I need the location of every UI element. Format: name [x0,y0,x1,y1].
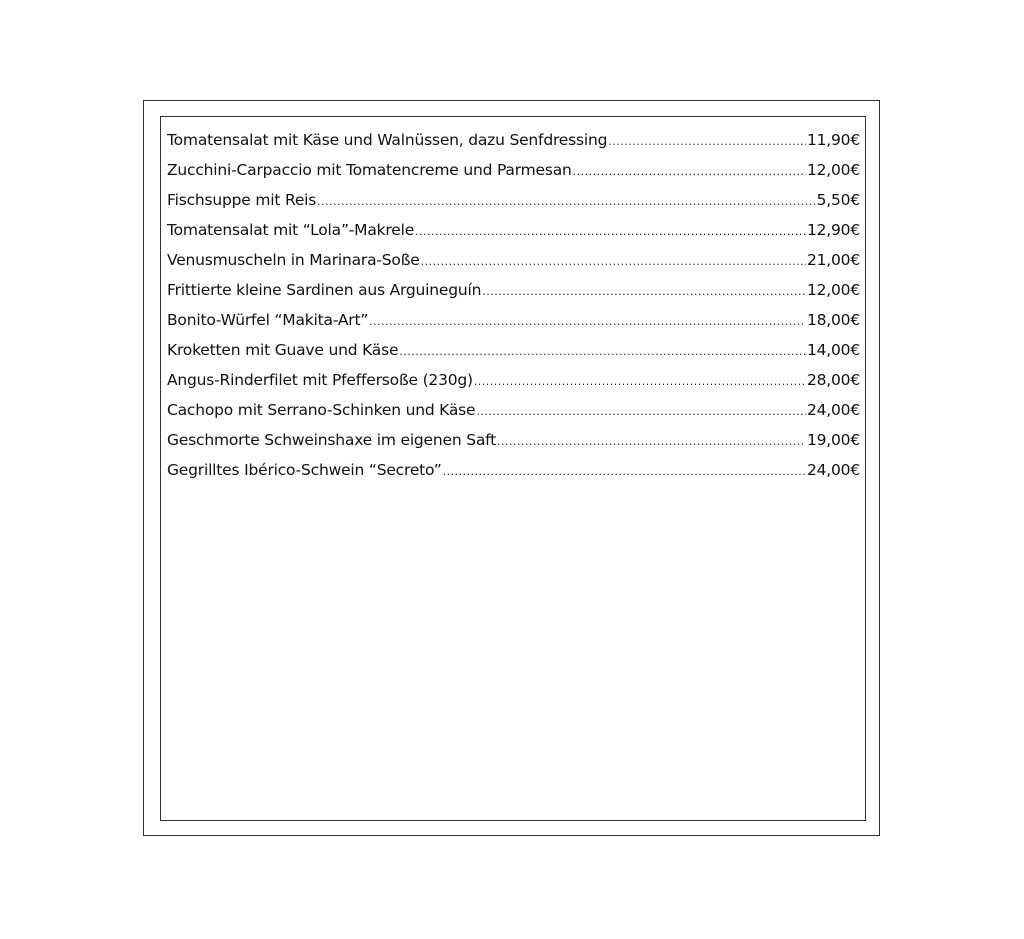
menu-item-name: Tomatensalat mit Käse und Walnüssen, dazu Senfdressing [167,131,608,149]
dot-leader [608,135,806,148]
menu-item [167,251,860,281]
menu-item-price: 19,00€ [806,431,860,449]
menu-item [167,131,860,161]
dot-leader [573,165,806,178]
dot-leader [497,435,806,448]
dot-leader [476,405,806,418]
dot-leader [474,375,806,388]
menu-item-name: Cachopo mit Serrano-Schinken und Käse [167,401,476,419]
menu-item [167,311,860,341]
dot-leader [443,465,806,478]
menu-item [167,191,860,221]
menu-item [167,221,860,251]
menu-item [167,461,860,491]
menu-item-price: 28,00€ [806,371,860,389]
menu-item-price: 12,00€ [806,281,860,299]
menu-item-name: Geschmorte Schweinshaxe im eigenen Saft [167,431,497,449]
dot-leader [482,285,806,298]
menu-item [167,431,860,461]
menu-item [167,341,860,371]
menu-item-name: Kroketten mit Guave und Käse [167,341,399,359]
menu-item-price: 21,00€ [806,251,860,269]
dot-leader [415,225,806,238]
menu-item [167,371,860,401]
menu-list [167,131,860,491]
menu-item-name: Fischsuppe mit Reis [167,191,317,209]
dot-leader [399,345,806,358]
menu-item-name: Bonito-Würfel “Makita-Art” [167,311,369,329]
menu-item-price: 5,50€ [816,191,860,209]
menu-item-price: 11,90€ [806,131,860,149]
menu-item-price: 24,00€ [806,401,860,419]
menu-item-name: Gegrilltes Ibérico-Schwein “Secreto” [167,461,442,479]
menu-item-price: 24,00€ [806,461,860,479]
menu-item-name: Frittierte kleine Sardinen aus Arguineguín [167,281,482,299]
menu-item [167,281,860,311]
menu-item-name: Zucchini-Carpaccio mit Tomatencreme und Parmesan [167,161,572,179]
menu-item-price: 12,90€ [806,221,860,239]
dot-leader [369,315,806,328]
dot-leader [421,255,806,268]
menu-item [167,401,860,431]
menu-item-name: Tomatensalat mit “Lola”-Makrele [167,221,415,239]
menu-item-name: Angus-Rinderfilet mit Pfeffersoße (230g) [167,371,473,389]
menu-item [167,161,860,191]
menu-item-price: 12,00€ [806,161,860,179]
dot-leader [317,195,815,208]
menu-item-price: 14,00€ [806,341,860,359]
menu-item-price: 18,00€ [806,311,860,329]
menu-item-name: Venusmuscheln in Marinara-Soße [167,251,420,269]
